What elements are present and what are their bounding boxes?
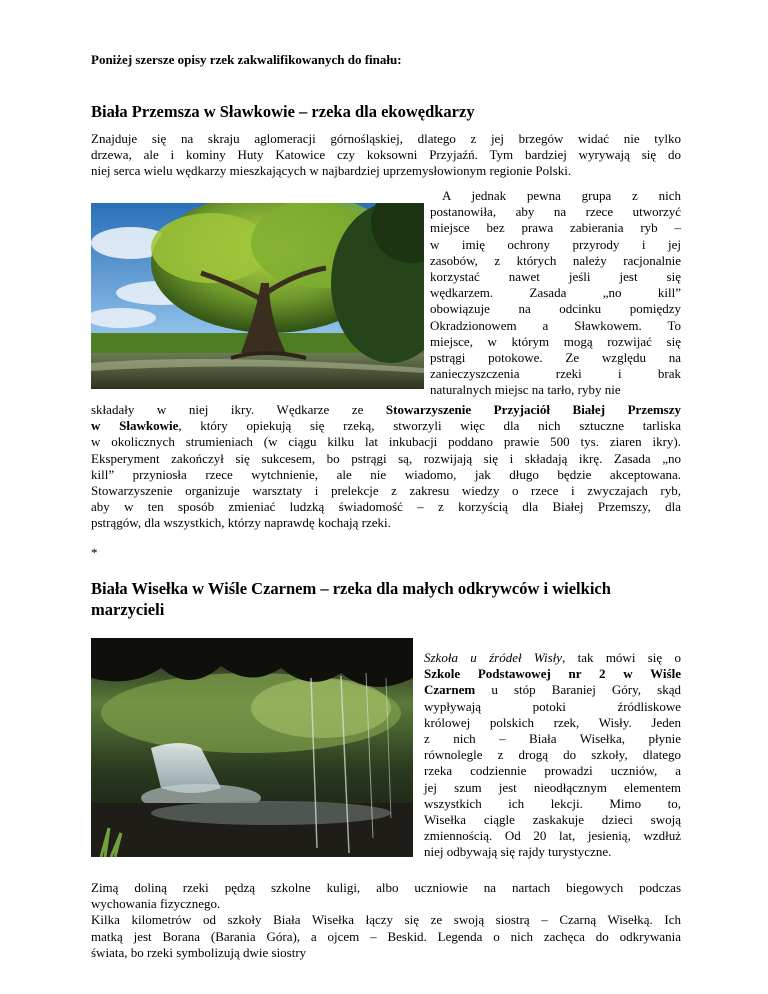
text-line: Okradzionowem a Sławkowem. To [430,317,681,333]
text-line: jej szum jest nieodłącznym elementem [424,779,681,795]
text-line: wychowania fizycznego. [91,896,221,912]
school-motto: Szkoła u źródeł Wisły [424,650,563,665]
school-name: Szkole Podstawowej nr 2 w Wiśle [424,666,681,682]
text-line: miejsce bez prawa zabierania ryb – [430,220,681,236]
section2-full-paragraph [91,880,681,961]
text-line: świata, bo rzeki symbolizują dwie siostry [91,944,307,960]
text-line: korzystać nawet jeśli jest się [430,269,681,285]
text-line: A jednak pewna grupa z nich [442,188,681,203]
text-line: niej serca wielu wędkarzy mieszkających w najbardziej uprzemysłowionym regionie Polski. [91,163,572,179]
text-line: miejsce, w którym mogą rozwijać się [430,333,681,349]
text-span: , który opiekują się rzeką, stworzyli więc dla nich sztuczne tarliska [178,418,681,434]
text-line: rzeka codziennie prowadzi uczniów, a [424,763,681,779]
text-line: z nich – Biała Wisełka, płynie [424,731,681,747]
section1-heading: Biała Przemsza w Sławkowie – rzeka dla ekowędkarzy [91,102,475,121]
section2-heading: Biała Wisełka w Wiśle Czarnem – rzeka dla małych odkrywców i wielkich marzycieli [91,579,611,619]
text-line [424,666,681,682]
association-location: w Sławkowie [91,418,179,434]
text-line: w okolicznych strumieniach (w ciągu kilku lat inkubacji poddano prawie 500 tys. ziaren ikry). [91,434,681,450]
association-name: Stowarzyszenie Przyjaciół Białej Przemszy [385,402,681,417]
text-line: wszystkich ich lekcji. Mimo to, [424,795,681,811]
text-line: Znajduje się na skraju aglomeracji górnośląskiej, dlatego z jej brzegów widać nie tylko [91,131,681,146]
text-line: Wisełka ciągle zaskakuje dzieci swoją [424,812,681,828]
text-line: Zimą doliną rzeki pędzą szkolne kuligi, albo uczniowie na nartach biegowych podczas [91,880,681,895]
section1-side-paragraph [430,188,681,399]
text-line: wypływają potoki źródliskowe [424,698,681,714]
school-location: Czarnem [424,682,476,698]
section1-top-paragraph [91,131,681,180]
text-line: obowiązuje na odcinku pomiędzy [430,301,681,317]
text-line: Eksperyment zakończył się sukcesem, bo pstrągi są, rozwijają się i składają ikrę. Zasada „no [91,450,681,466]
text-line [91,402,681,418]
text-span: , tak mówi się o [562,650,682,665]
text-line [424,682,681,698]
text-line: w imię ochrony przyrody i jej [430,236,681,252]
text-line [424,650,681,666]
text-span: u stóp Baraniej Góry, skąd [475,682,681,698]
waterfall-cave-photo [91,638,413,857]
text-line: zanieczyszczenia rzeki i brak [430,366,681,382]
text-line: Stowarzyszenie organizuje warsztaty i prelekcje z zakresu wiedzy o rzece i zwyczajach ryb, [91,483,681,499]
section2-side-paragraph [424,650,681,861]
text-line: pstrągi potokowe. Ze względu na [430,350,681,366]
text-line: królowej polskich rzek, Wisły. Jeden [424,714,681,730]
text-line: zasobów, z których należy racjonalnie [430,252,681,268]
text-line: naturalnych miejsc na tarło, ryby nie [430,382,621,398]
text-line: równolegle z drogą do szkoły, dlatego [424,747,681,763]
river-tree-photo [91,203,424,389]
text-line: kill” przyniosła rzece wytchnienie, ale nie wiadomo, jak długo będzie akceptowana. [91,466,681,482]
section-separator: * [91,545,98,560]
text-line: drzewa, ale i kominy Huty Katowice czy koksowni Przyjaźń. Tym bardziej wyrywają się do [91,147,681,163]
text-line: postanowiła, aby na rzece utworzyć [430,204,681,220]
text-line: matką jest Borana (Barania Góra), a ojcem – Beskid. Legenda o nich zachęca do odkrywania [91,928,681,944]
text-span: składały w niej ikry. Wędkarze ze [91,402,364,417]
text-line: Kilka kilometrów od szkoły Biała Wisełka łączy się ze swoją siostrą – Czarną Wisełką. Ich [91,912,681,928]
text-line: zmiennością. Od 20 lat, jesienią, wzdłuż [424,828,681,844]
text-line: pstrągów, dla wszystkich, którzy naprawdę kochają rzeki. [91,515,391,531]
text-line: niej odbywają się rajdy turystyczne. [424,844,612,860]
intro-text: Poniżej szersze opisy rzek zakwalifikowanych do finału: [91,52,402,67]
section1-full-paragraph [91,402,681,532]
text-line: wędkarzem. Zasada „no kill” [430,285,681,301]
text-line [91,418,681,434]
text-line: aby w ten sposób zmieniać ludzką świadomość – z korzyścią dla Białej Przemszy, dla [91,499,681,515]
